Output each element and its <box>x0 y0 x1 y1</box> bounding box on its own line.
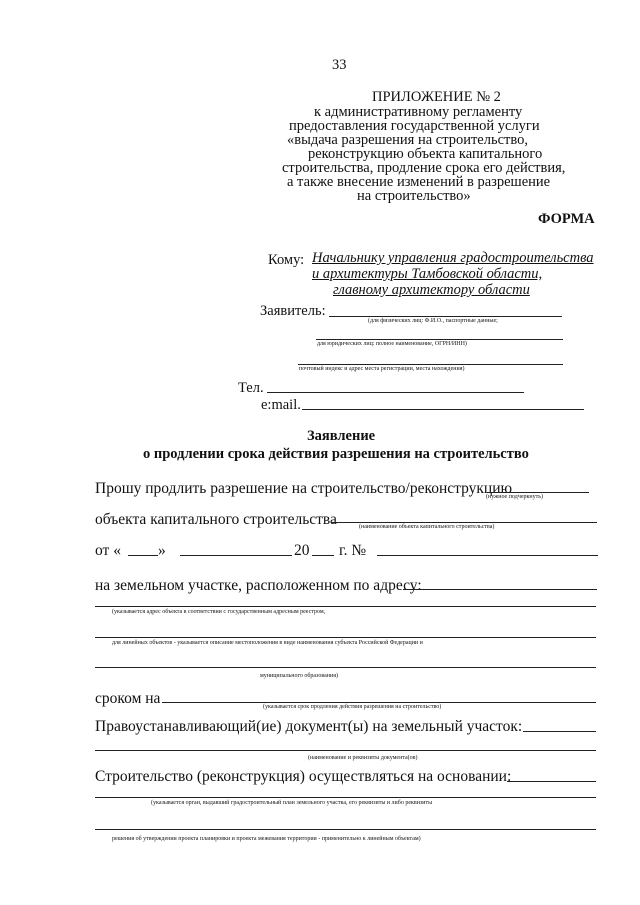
linear-hint: для линейных объектов - указывается описание местоположения в виде наименования субъекта Российской Федерации и <box>112 640 423 646</box>
address-hint: (указывается адрес объекта в соответствии с государственным адресным реестром, <box>112 609 326 615</box>
rights-label: Правоустанавливающий(ие) документ(ы) на земельный участок: <box>95 718 523 735</box>
object-field[interactable] <box>331 522 597 523</box>
from-label: от « <box>95 542 121 559</box>
basis-field-3[interactable] <box>95 829 596 830</box>
addressee-label: Кому: <box>268 252 305 268</box>
land-field[interactable] <box>403 589 597 590</box>
linear-field[interactable] <box>95 637 596 638</box>
term-field[interactable] <box>162 702 596 703</box>
applicant-hint: для юридических лиц: полное наименование, ОГРН/ИНН) <box>317 341 467 347</box>
appendix-line: предоставления государственной услуги <box>289 118 540 134</box>
rights-field-2[interactable] <box>95 750 596 751</box>
from-quote: » <box>158 542 166 559</box>
year-field[interactable] <box>312 555 334 556</box>
phone-field[interactable] <box>267 392 524 393</box>
applicant-field-2[interactable] <box>316 339 563 340</box>
page-number: 33 <box>332 57 347 73</box>
year-label: 20 <box>294 542 310 559</box>
object-label: объекта капитального строительства <box>95 511 337 528</box>
request-field[interactable] <box>487 492 589 493</box>
municipal-hint: муниципального образования) <box>260 673 338 679</box>
rights-hint: (наименование и реквизиты документа(ов) <box>308 755 418 761</box>
appendix-line: а также внесение изменений в разрешение <box>287 174 551 190</box>
statement-subtitle: о продлении срока действия разрешения на строительство <box>143 446 529 462</box>
number-label: г. № <box>339 542 367 559</box>
statement-title: Заявление <box>307 428 376 444</box>
request-text: Прошу продлить разрешение на строительство/реконструкцию <box>95 480 513 497</box>
applicant-field-3[interactable] <box>298 364 563 365</box>
address-field[interactable] <box>95 606 596 607</box>
basis-field-2[interactable] <box>95 797 596 798</box>
email-field[interactable] <box>302 409 584 410</box>
rights-field[interactable] <box>523 731 596 732</box>
addressee-line: и архитектуры Тамбовской области, <box>312 266 543 282</box>
municipal-field[interactable] <box>95 667 596 668</box>
term-hint: (указывается срок продления действия разрешения на строительство) <box>263 704 442 710</box>
appendix-line: к административному регламенту <box>314 104 523 120</box>
phone-label: Тел. <box>238 380 264 396</box>
basis-hint: (указывается орган, выдавший градостроительный план земельного участка, его реквизиты и либо реквизиты <box>151 800 433 806</box>
applicant-hint: почтовый индекс и адрес места регистрации, места нахождения) <box>299 366 465 372</box>
appendix-line: реконструкцию объекта капитального <box>308 146 543 162</box>
appendix-line: на строительство» <box>357 188 471 204</box>
basis-field[interactable] <box>507 781 596 782</box>
addressee-line: главному архитектору области <box>333 282 530 298</box>
email-label: e:mail. <box>261 397 301 413</box>
applicant-hint: (для физических лиц: Ф.И.О., паспортные данные; <box>368 318 498 324</box>
term-label: сроком на <box>95 690 161 707</box>
object-hint: (наименование объекта капитального строительства) <box>359 524 495 530</box>
number-field[interactable] <box>377 555 598 556</box>
land-label: на земельном участке, расположенном по адресу: <box>95 577 422 594</box>
request-hint: (нужное подчеркнуть) <box>486 494 543 500</box>
form-label: ФОРМА <box>538 211 595 227</box>
basis-hint-2: решения об утверждении проекта планировки и проекта межевания территории - применительно к линейным объектам) <box>112 836 421 842</box>
appendix-title: ПРИЛОЖЕНИЕ № 2 <box>372 89 501 105</box>
day-field[interactable] <box>128 555 158 556</box>
applicant-field-1[interactable] <box>329 316 562 317</box>
basis-label: Строительство (реконструкция) осуществляться на основании: <box>95 768 512 785</box>
appendix-line: «выдача разрешения на строительство, <box>287 132 528 148</box>
applicant-label: Заявитель: <box>260 303 326 319</box>
month-field[interactable] <box>180 555 292 556</box>
appendix-line: строительства, продление срока его действия, <box>282 160 566 176</box>
addressee-line: Начальнику управления градостроительства <box>312 250 594 266</box>
